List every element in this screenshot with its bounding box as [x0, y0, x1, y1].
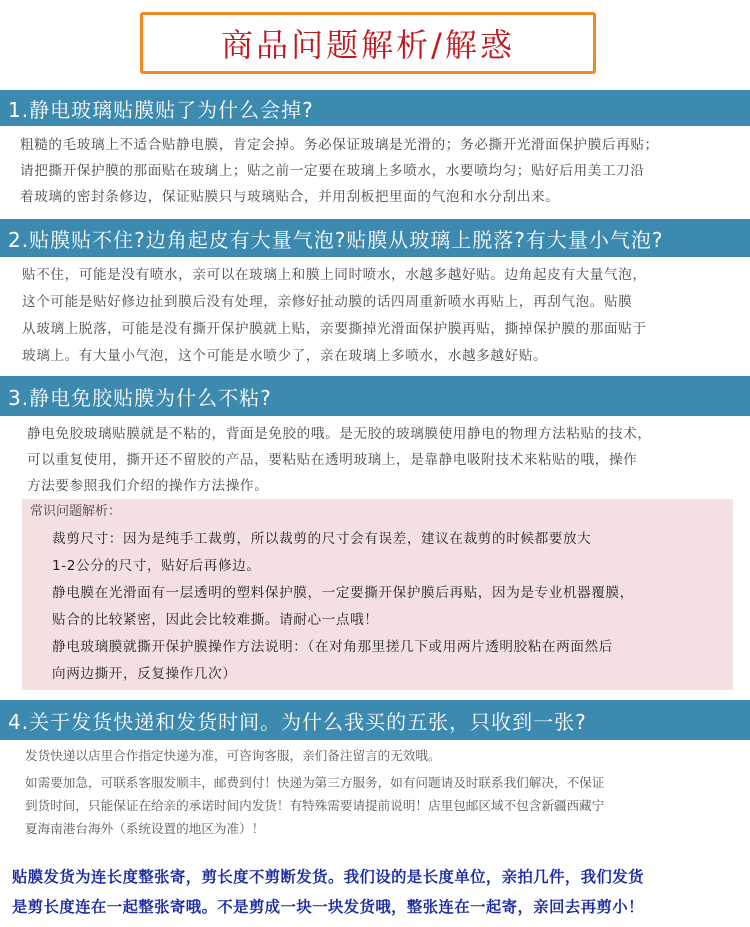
- section-1-body: [20, 132, 745, 210]
- section-3-line: 方法要参照我们介绍的操作方法操作。: [27, 478, 269, 494]
- notes-heading: 常识问题解析：: [30, 504, 122, 519]
- section-1-heading: 1.静电玻璃贴膜贴了为什么会掉?: [0, 90, 750, 126]
- notes-line: 向两边撕开，反复操作几次）: [52, 666, 237, 682]
- section-1-line: 粗糙的毛玻璃上不适合贴静电膜，肯定会掉。务必保证玻璃是光滑的；务必撕开光滑面保护膜后再贴；: [20, 137, 659, 153]
- section-3-heading: 3.静电免胶贴膜为什么不粘?: [0, 376, 750, 416]
- section-2-line: 从玻璃上脱落，可能是没有撕开保护膜就上贴，亲要撕掉光滑面保护膜再贴，撕掉保护膜的那面贴于: [22, 321, 647, 337]
- notes-line: 贴合的比较紧密，因此会比较难撕。请耐心一点哦！: [52, 612, 379, 628]
- notes-box: [22, 499, 733, 690]
- section-3-line: 静电免胶玻璃贴膜就是不粘的，背面是免胶的哦。是无胶的玻璃膜使用静电的物理方法粘贴的技术，: [27, 426, 652, 442]
- notes-line: 裁剪尺寸：因为是纯手工裁剪，所以裁剪的尺寸会有误差，建议在裁剪的时候都要放大: [52, 531, 592, 547]
- section-4-body: [25, 744, 737, 840]
- section-2-heading: 2.贴膜贴不住?边角起皮有大量气泡?贴膜从玻璃上脱落?有大量小气泡?: [0, 219, 750, 257]
- section-4-line: 如需要加急，可联系客服发顺丰，邮费到付！快递为第三方服务，如有问题请及时联系我们解决，不保证: [25, 775, 605, 790]
- footer-line: 贴膜发货为连长度整张寄，剪长度不剪断发货。我们设的是长度单位，亲拍几件，我们发货: [12, 868, 644, 886]
- page-title-box: [140, 12, 596, 74]
- section-3-line: 可以重复使用，撕开还不留胶的产品，要粘贴在透明玻璃上，是靠静电吸附技术来粘贴的哦，操作: [27, 452, 638, 468]
- footer-note: [12, 862, 740, 922]
- notes-body: [52, 526, 733, 688]
- page-title: 商品问题解析/解惑: [221, 26, 515, 64]
- section-2-body: [22, 262, 747, 370]
- section-4-heading: 4.关于发货快递和发货时间。为什么我买的五张，只收到一张?: [0, 700, 750, 740]
- section-4-line: 夏海南港台海外（系统设置的地区为准）！: [25, 821, 265, 836]
- section-4-line: 发货快递以店里合作指定快递为准，可咨询客服，亲们备注留言的无效哦。: [25, 748, 441, 763]
- notes-line: 静电膜在光滑面有一层透明的塑料保护膜，一定要撕开保护膜后再贴，因为是专业机器覆膜，: [52, 585, 634, 601]
- section-1-line: 着玻璃的密封条修边，保证贴膜只与玻璃贴合，并用刮板把里面的气泡和水分刮出来。: [20, 189, 560, 205]
- footer-line: 是剪长度连在一起整张寄哦。不是剪成一块一块发货哦，整张连在一起寄，亲回去再剪小！: [12, 898, 644, 916]
- section-1-line: 请把撕开保护膜的那面贴在玻璃上；贴之前一定要在玻璃上多喷水，水要喷均匀；贴好后用美工刀沿: [20, 163, 645, 179]
- section-2-line: 这个可能是贴好修边扯到膜后没有处理，亲修好扯动膜的话四周重新喷水再贴上，再刮气泡。贴膜: [22, 294, 633, 310]
- section-2-line: 玻璃上。有大量小气泡，这个可能是水喷少了，亲在玻璃上多喷水，水越多越好贴。: [22, 348, 548, 364]
- notes-line: 1-2公分的尺寸，贴好后再修边。: [52, 558, 261, 574]
- section-4-line: 到货时间，只能保证在给亲的承诺时间内发货！有特殊需要请提前说明！店里包邮区域不包含新疆西藏宁: [25, 798, 605, 813]
- section-2-line: 贴不住，可能是没有喷水，亲可以在玻璃上和膜上同时喷水，水越多越好贴。边角起皮有大量气泡，: [22, 267, 647, 283]
- section-3-body: [27, 421, 747, 499]
- notes-line: 静电玻璃膜就撕开保护膜操作方法说明：（在对角那里搓几下或用两片透明胶粘在两面然后: [52, 639, 613, 655]
